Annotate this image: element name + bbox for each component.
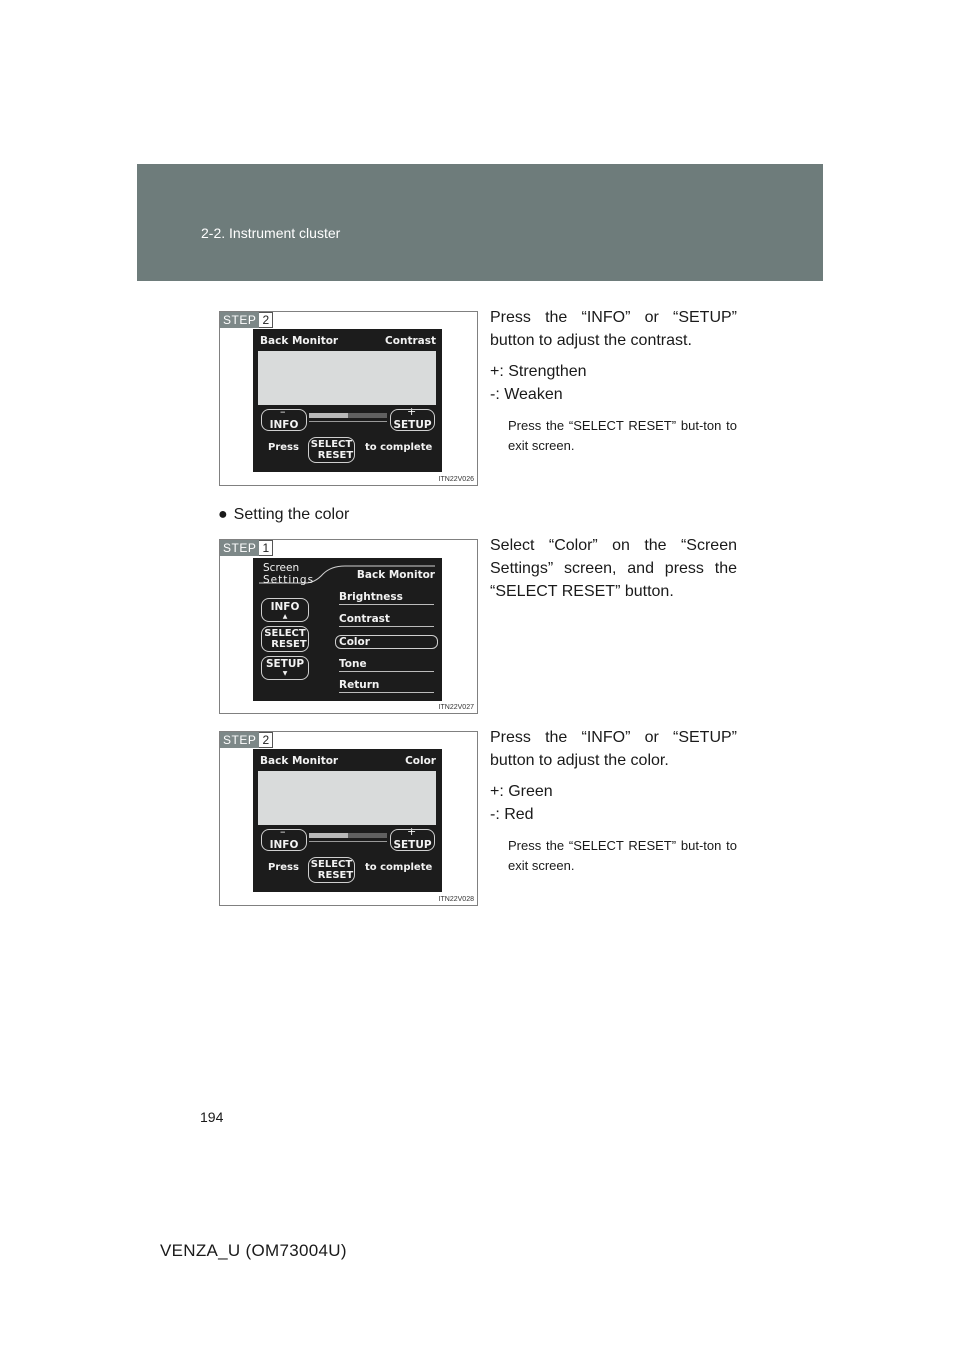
- minus-icon: –: [280, 825, 286, 838]
- step-word: STEP: [220, 312, 259, 328]
- screen-title-line1: Screen: [263, 562, 300, 574]
- press-label: Press: [268, 862, 299, 873]
- screen-title-line2: Settings: [263, 574, 315, 586]
- setup-button[interactable]: SETUP: [390, 829, 435, 851]
- figure-code: ITN22V026: [438, 476, 474, 483]
- setup-button[interactable]: [261, 656, 309, 680]
- select-label: SELECT: [310, 859, 353, 870]
- contrast-level-bar: [309, 413, 387, 418]
- menu-item-brightness[interactable]: Brightness: [339, 591, 434, 605]
- step-word: STEP: [220, 732, 259, 748]
- menu-item-contrast[interactable]: Contrast: [339, 613, 434, 627]
- down-arrow-icon: ▼: [282, 670, 288, 677]
- color-level-bar: [309, 833, 387, 838]
- menu-item-tone[interactable]: Tone: [339, 658, 434, 672]
- figure-contrast: [219, 311, 478, 486]
- up-arrow-icon: ▲: [282, 613, 288, 620]
- menu-item-color[interactable]: Color: [335, 635, 438, 649]
- setup-label: SETUP: [265, 658, 305, 670]
- step-number: 2: [259, 312, 273, 328]
- contrast-plus: +: Strengthen: [490, 363, 587, 380]
- color-level-fill: [309, 833, 348, 838]
- contrast-level-fill: [309, 413, 348, 418]
- screen-title-right: Contrast: [385, 335, 436, 347]
- info-label: INFO: [270, 601, 300, 613]
- display-screen: [253, 329, 442, 472]
- step-badge: [220, 312, 273, 328]
- press-label: Press: [268, 442, 299, 453]
- info-button[interactable]: INFO: [261, 829, 307, 851]
- bar-baseline: [309, 841, 387, 842]
- page-number: 194: [200, 1109, 224, 1125]
- color-minus: -: Red: [490, 806, 534, 823]
- info-button[interactable]: [261, 598, 309, 622]
- select-label: SELECT: [310, 439, 353, 450]
- plus-icon: +: [407, 825, 417, 838]
- minus-icon: –: [280, 405, 286, 418]
- to-complete-label: to complete: [365, 442, 433, 453]
- reset-label: RESET: [317, 450, 354, 461]
- screen-preview: [258, 771, 436, 825]
- select-reset-button[interactable]: [308, 857, 355, 883]
- select-reset-button[interactable]: [308, 437, 355, 463]
- figure-code: ITN22V027: [438, 704, 474, 711]
- screen-title-left: Back Monitor: [260, 755, 339, 767]
- contrast-instruction: Press the “INFO” or “SETUP” button to adjust the contrast.: [490, 309, 737, 349]
- color-plus: +: Green: [490, 783, 553, 800]
- figure-code: ITN22V028: [438, 896, 474, 903]
- bullet-icon: ●: [218, 506, 228, 523]
- contrast-minus: -: Weaken: [490, 386, 563, 403]
- figure-color: [219, 731, 478, 906]
- select-label: SELECT: [264, 628, 306, 639]
- menu-item-return[interactable]: Return: [339, 679, 434, 693]
- footer-model: VENZA_U (OM73004U): [160, 1241, 347, 1260]
- plus-icon: +: [407, 405, 417, 418]
- reset-label: RESET: [317, 870, 354, 881]
- screen-title-right: Back Monitor: [356, 569, 435, 581]
- section-label: 2-2. Instrument cluster: [201, 225, 341, 241]
- color-heading-text: Setting the color: [233, 506, 350, 523]
- step-word: STEP: [220, 540, 259, 556]
- display-screen: [253, 749, 442, 892]
- screen-title-right: Color: [405, 755, 436, 767]
- color-note: Press the “SELECT RESET” but-ton to exit screen.: [508, 838, 737, 873]
- color-instruction: Press the “INFO” or “SETUP” button to adjust the color.: [490, 729, 737, 769]
- select-reset-button[interactable]: [261, 626, 309, 652]
- reset-label: RESET: [271, 639, 307, 650]
- figure-screen-settings: [219, 539, 478, 714]
- step-number: 2: [259, 732, 273, 748]
- step-badge: [220, 540, 273, 556]
- step-number: 1: [259, 540, 273, 556]
- color-heading: [218, 506, 349, 524]
- step-badge: [220, 732, 273, 748]
- setup-button[interactable]: SETUP: [390, 409, 435, 431]
- header-band: [137, 164, 823, 281]
- contrast-note: Press the “SELECT RESET” but-ton to exit screen.: [508, 418, 737, 453]
- to-complete-label: to complete: [365, 862, 433, 873]
- screen-title-left: Back Monitor: [260, 335, 339, 347]
- color-select-instruction: Select “Color” on the “Screen Settings” screen, and press the “SELECT RESET” button.: [490, 537, 737, 600]
- info-button[interactable]: INFO: [261, 409, 307, 431]
- screen-preview: [258, 351, 436, 405]
- display-screen: [253, 558, 442, 701]
- bar-baseline: [309, 421, 387, 422]
